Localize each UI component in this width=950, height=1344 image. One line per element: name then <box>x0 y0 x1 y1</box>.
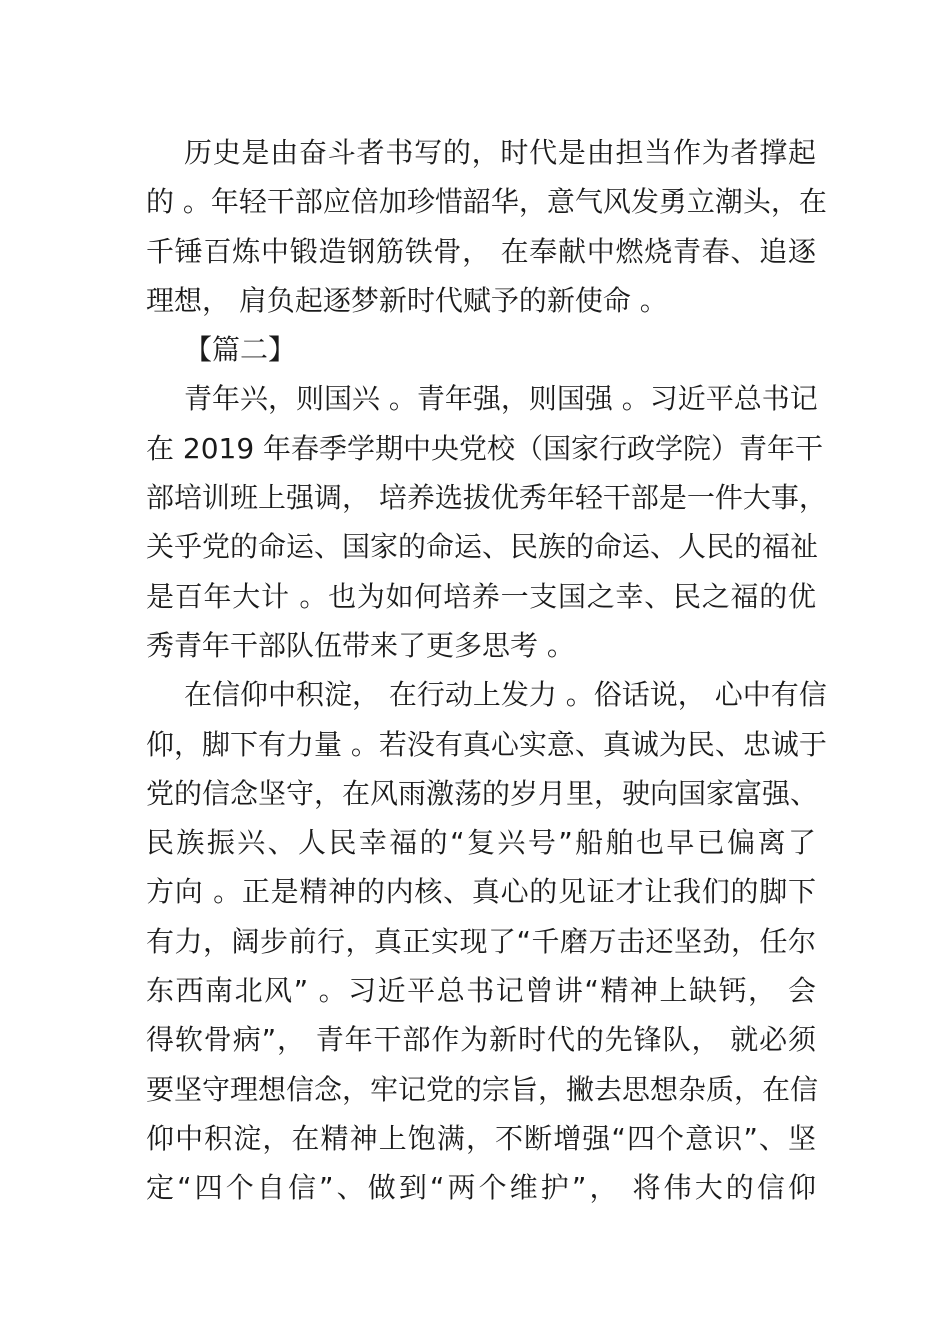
paragraph-3-line: 民族振兴、人民幸福的“复兴号”船舶也早已偏离了 <box>146 826 816 860</box>
section-heading: 【篇二】 <box>184 333 297 367</box>
paragraph-3-line: 在信仰中积淀， 在行动上发力 。俗话说， 心中有信 <box>184 678 827 712</box>
paragraph-2-line: 青年兴，则国兴 。青年强，则国强 。习近平总书记 <box>184 382 818 416</box>
paragraph-3-line: 东西南北风” 。习近平总书记曾讲“精神上缺钙， 会 <box>146 974 816 1008</box>
paragraph-3-line: 仰中积淀，在精神上饱满，不断增强“四个意识”、坚 <box>146 1121 816 1155</box>
paragraph-1-line: 千锤百炼中锻造钢筋铁骨， 在奉献中燃烧青春、追逐 <box>146 234 816 268</box>
paragraph-3-line: 有力，阔步前行，真正实现了“千磨万击还坚劲，任尔 <box>146 924 816 958</box>
paragraph-3-line: 仰，脚下有力量 。若没有真心实意、真诚为民、忠诚于 <box>146 727 827 761</box>
paragraph-3-line: 方向 。正是精神的内核、真心的见证才让我们的脚下 <box>146 875 816 909</box>
paragraph-1-line: 历史是由奋斗者书写的，时代是由担当作为者撑起 <box>184 136 816 169</box>
paragraph-3-line: 要坚守理想信念，牢记党的宗旨，撇去思想杂质，在信 <box>146 1072 819 1106</box>
paragraph-2-line: 在 2019 年春季学期中央党校（国家行政学院）青年干 <box>146 431 824 465</box>
paragraph-2-line: 是百年大计 。也为如何培养一支国之幸、民之福的优 <box>146 579 816 613</box>
paragraph-2-line: 部培训班上强调， 培养选拔优秀年轻干部是一件大事， <box>146 481 827 515</box>
document-body <box>146 128 827 1213</box>
paragraph-3-line: 定“四个自信”、做到“两个维护”， 将伟大的信仰 <box>146 1171 816 1205</box>
paragraph-2-line: 关乎党的命运、国家的命运、民族的命运、人民的福祉 <box>146 530 819 564</box>
paragraph-1-line: 理想， 肩负起逐梦新时代赋予的新使命 。 <box>146 283 668 317</box>
paragraph-2-line: 秀青年干部队伍带来了更多思考 。 <box>146 628 575 662</box>
paragraph-1-line: 的 。年轻干部应倍加珍惜韶华，意气风发勇立潮头，在 <box>146 185 827 219</box>
paragraph-3-line: 党的信念坚守，在风雨激荡的岁月里，驶向国家富强、 <box>146 776 819 810</box>
paragraph-3-line: 得软骨病”， 青年干部作为新时代的先锋队， 就必须 <box>146 1023 816 1057</box>
